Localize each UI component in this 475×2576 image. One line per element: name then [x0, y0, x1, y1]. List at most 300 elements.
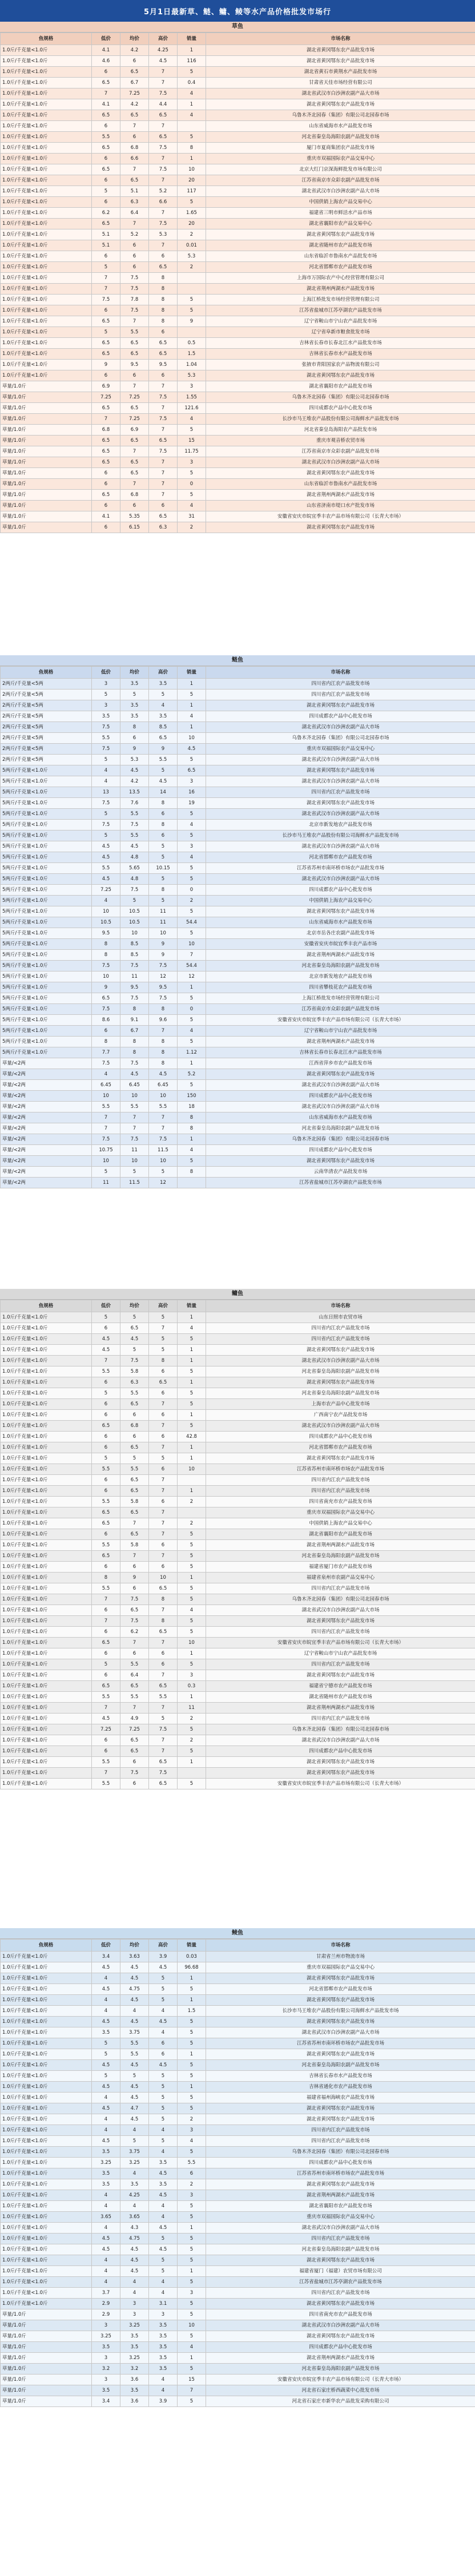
cell-avg: 7.5 [120, 1768, 149, 1779]
cell-spec: 1.0斤/千克量<1.0斤 [1, 1605, 92, 1616]
cell-low: 6.5 [92, 316, 120, 327]
cell-spec: 1.0斤/千克量<1.0斤 [1, 2147, 92, 2158]
table-row [1, 414, 475, 425]
cell-avg: 7 [120, 479, 149, 490]
cell-spec: 1.0斤/千克量<1.0斤 [1, 284, 92, 295]
cell-low: 5 [92, 1388, 120, 1399]
cell-volume: 5 [178, 2027, 206, 2038]
cell-market: 湖北省黄冈鄂东农产品批发市场 [206, 1768, 475, 1779]
cell-avg: 5.3 [120, 755, 149, 765]
cell-spec: 草量/1.0斤 [1, 392, 92, 403]
cell-avg: 5.5 [120, 327, 149, 338]
cell-volume: 7 [178, 2385, 206, 2396]
cell-market: 福建省泉州市农副产品交易中心 [206, 1573, 475, 1583]
cell-high: 7.5 [149, 961, 178, 971]
cell-avg: 10.5 [120, 906, 149, 917]
table-row [1, 917, 475, 928]
cell-low: 4.5 [92, 2060, 120, 2071]
cell-volume: 10 [178, 733, 206, 744]
table-row [1, 993, 475, 1004]
price-table [0, 33, 475, 533]
cell-high: 6.5 [149, 132, 178, 143]
cell-spec: 1.0斤/千克量<1.0斤 [1, 1388, 92, 1399]
cell-low: 6 [92, 1562, 120, 1573]
cell-spec: 1.0斤/千克量<1.0斤 [1, 360, 92, 370]
cell-avg: 5.5 [120, 1388, 149, 1399]
table-row [1, 78, 475, 88]
table-row [1, 971, 475, 982]
cell-spec: 5两斤/千克量<1.0斤 [1, 1015, 92, 1026]
cell-high: 11.5 [149, 1145, 178, 1156]
table-row [1, 501, 475, 511]
cell-low: 6 [92, 1648, 120, 1659]
cell-low: 2.9 [92, 2309, 120, 2320]
cell-high: 6 [149, 1410, 178, 1421]
cell-avg: 7.6 [120, 798, 149, 809]
cell-low: 6.9 [92, 381, 120, 392]
cell-volume: 0.01 [178, 240, 206, 251]
cell-low: 6.5 [92, 1638, 120, 1648]
cell-low: 5.5 [92, 863, 120, 874]
cell-high: 7 [149, 1670, 178, 1681]
cell-low: 5 [92, 2049, 120, 2060]
cell-low: 4.5 [92, 2234, 120, 2244]
cell-high: 7 [149, 403, 178, 414]
cell-avg: 3.5 [120, 700, 149, 711]
cell-low: 3 [92, 2353, 120, 2364]
cell-volume: 5 [178, 1388, 206, 1399]
cell-volume: 2 [178, 2179, 206, 2190]
cell-low: 10.75 [92, 1145, 120, 1156]
cell-spec: 5两斤/千克量<1.0斤 [1, 1026, 92, 1037]
cell-high: 6 [149, 370, 178, 381]
cell-market: 四川成都农产品中心批发市场 [206, 1432, 475, 1442]
cell-low: 7 [92, 88, 120, 99]
cell-volume: 5 [178, 906, 206, 917]
cell-market: 北京市新发地农产品批发市场 [206, 971, 475, 982]
cell-high: 7 [149, 1123, 178, 1134]
cell-avg: 10 [120, 1091, 149, 1102]
cell-low: 6.45 [92, 1080, 120, 1091]
table-header-row [1, 1940, 475, 1952]
cell-spec: 1.0斤/千克量<1.0斤 [1, 2060, 92, 2071]
cell-spec: 1.0斤/千克量<1.0斤 [1, 2082, 92, 2093]
cell-high: 5 [149, 2234, 178, 2244]
table-row [1, 197, 475, 208]
cell-high: 4 [149, 2147, 178, 2158]
cell-volume: 1 [178, 2082, 206, 2093]
cell-high: 7 [149, 1026, 178, 1037]
cell-avg: 6 [120, 501, 149, 511]
cell-low: 9.5 [92, 928, 120, 939]
cell-spec: 草量/<2两 [1, 1091, 92, 1102]
cell-avg: 5.5 [120, 1659, 149, 1670]
cell-low: 6 [92, 1605, 120, 1616]
cell-market: 河北省秦皇岛海阳农副产品批发市场 [206, 1388, 475, 1399]
cell-market: 湖北省黄冈鄂东农产品批发市场 [206, 1345, 475, 1356]
cell-high: 7 [149, 154, 178, 164]
cell-volume: 2 [178, 522, 206, 533]
cell-volume: 5 [178, 1366, 206, 1377]
cell-volume: 2 [178, 1518, 206, 1529]
cell-volume: 1 [178, 2223, 206, 2234]
table-row [1, 1973, 475, 1984]
cell-spec: 1.0斤/千克量<1.0斤 [1, 2093, 92, 2103]
cell-market: 福建省三明市鲜活水产品市场 [206, 208, 475, 219]
cell-spec: 5两斤/千克量<1.0斤 [1, 765, 92, 776]
table-row [1, 1692, 475, 1703]
cell-market: 江苏省南京市众彩农副产品批发市场 [206, 446, 475, 457]
cell-high: 4.5 [149, 2017, 178, 2027]
cell-high: 6 [149, 809, 178, 820]
cell-market: 湖北省武汉市白沙洲农副产品大市场 [206, 841, 475, 852]
cell-avg: 11 [120, 971, 149, 982]
cell-high: 7 [149, 1605, 178, 1616]
cell-avg: 11.5 [120, 1178, 149, 1188]
cell-high: 11 [149, 906, 178, 917]
cell-volume: 1.12 [178, 1047, 206, 1058]
table-row [1, 490, 475, 501]
cell-low: 6 [92, 501, 120, 511]
cell-volume: 0 [178, 1004, 206, 1015]
cell-low: 7 [92, 284, 120, 295]
cell-volume: 1 [178, 1453, 206, 1464]
cell-avg: 9.1 [120, 1015, 149, 1026]
cell-volume: 7 [178, 950, 206, 961]
cell-spec: 1.0斤/千克量<1.0斤 [1, 1410, 92, 1421]
table-row [1, 2385, 475, 2396]
cell-market: 四川成都农产品中心批发市场 [206, 1145, 475, 1156]
table-row [1, 1134, 475, 1145]
cell-avg: 5.5 [120, 1102, 149, 1112]
cell-volume: 4 [178, 820, 206, 831]
cell-avg: 6.5 [120, 175, 149, 186]
table-row [1, 2299, 475, 2309]
table-row [1, 2060, 475, 2071]
cell-low: 6.5 [92, 436, 120, 446]
table-row [1, 690, 475, 700]
section-title: 鳙鱼 [0, 1289, 475, 1300]
cell-avg: 6.5 [120, 468, 149, 479]
cell-spec: 1.0斤/千克量<1.0斤 [1, 2255, 92, 2266]
cell-volume: 5 [178, 2071, 206, 2082]
cell-volume: 5 [178, 468, 206, 479]
cell-market: 山东省威海市水产品批发市场 [206, 121, 475, 132]
cell-avg: 5 [120, 2071, 149, 2082]
cell-volume: 4 [178, 1323, 206, 1334]
cell-high: 5 [149, 2114, 178, 2125]
cell-spec: 草量/<2两 [1, 1102, 92, 1112]
cell-high: 5 [149, 2266, 178, 2277]
table-row [1, 143, 475, 154]
cell-market: 山东省临沂市鲁南水产品批发市场 [206, 251, 475, 262]
cell-spec: 1.0斤/千克量<1.0斤 [1, 1583, 92, 1594]
cell-market: 湖北省荆州两湖水产品批发市场 [206, 2190, 475, 2201]
cell-volume: 5 [178, 1015, 206, 1026]
table-row [1, 982, 475, 993]
cell-market: 吉林省长春市长春北江水产品批发市场 [206, 338, 475, 349]
cell-low: 6 [92, 154, 120, 164]
cell-market: 湖北省黄冈鄂东农产品批发市场 [206, 906, 475, 917]
table-row [1, 240, 475, 251]
table-row [1, 1497, 475, 1507]
report-title-bar [0, 0, 475, 22]
cell-spec: 5两斤/千克量<1.0斤 [1, 950, 92, 961]
cell-market: 北京市岳各庄农副产品批发市场 [206, 928, 475, 939]
cell-spec: 1.0斤/千克量<1.0斤 [1, 327, 92, 338]
cell-market: 湖北省襄阳市农产品批发市场 [206, 1529, 475, 1540]
table-row [1, 349, 475, 360]
cell-high: 6.5 [149, 511, 178, 522]
table-row [1, 2158, 475, 2168]
cell-avg: 4 [120, 2201, 149, 2212]
cell-volume: 5 [178, 863, 206, 874]
cell-low: 4.5 [92, 1714, 120, 1724]
cell-avg: 6 [120, 1432, 149, 1442]
cell-market: 吉林省通化市农产品批发市场 [206, 2082, 475, 2093]
cell-avg: 6 [120, 370, 149, 381]
cell-market: 湖北省荆州两湖水产品批发市场 [206, 1703, 475, 1714]
cell-market: 湖北省荆州两湖水产品批发市场 [206, 1540, 475, 1551]
cell-high: 4.5 [149, 2190, 178, 2201]
cell-market: 湖北省荆州两湖水产品批发市场 [206, 2353, 475, 2364]
cell-avg: 5.5 [120, 2038, 149, 2049]
table-row [1, 468, 475, 479]
cell-spec: 1.0斤/千克量<1.0斤 [1, 1735, 92, 1746]
cell-volume: 5 [178, 1421, 206, 1432]
cell-high: 7 [149, 1638, 178, 1648]
cell-low: 13 [92, 787, 120, 798]
cell-spec: 1.0斤/千克量<1.0斤 [1, 2017, 92, 2027]
cell-market: 上海市农产品中心批发市场 [206, 1399, 475, 1410]
cell-market: 河北省石家庄市新华农产品批发采购有限公司 [206, 2396, 475, 2407]
cell-spec: 草量/<2两 [1, 1145, 92, 1156]
cell-low: 4.1 [92, 45, 120, 56]
table-row [1, 755, 475, 765]
table-row [1, 2017, 475, 2027]
table-row [1, 1004, 475, 1015]
cell-high: 5 [149, 1995, 178, 2006]
cell-spec: 1.0斤/千克量<1.0斤 [1, 1486, 92, 1497]
cell-volume: 5 [178, 1540, 206, 1551]
cell-market: 湖北省黄石市黄荆水产品批发市场 [206, 67, 475, 78]
cell-market: 江西省萍乡市农产品批发市场 [206, 1058, 475, 1069]
cell-volume: 10 [178, 2320, 206, 2331]
cell-avg: 9.5 [120, 360, 149, 370]
cell-avg: 5.5 [120, 809, 149, 820]
cell-spec: 1.0斤/千克量<1.0斤 [1, 1540, 92, 1551]
cell-spec: 1.0斤/千克量<1.0斤 [1, 219, 92, 229]
cell-avg: 5 [120, 2136, 149, 2147]
cell-volume [178, 121, 206, 132]
cell-market: 河北省邯郸市农产品批发市场 [206, 852, 475, 863]
cell-volume: 5 [178, 690, 206, 700]
cell-high: 4 [149, 700, 178, 711]
cell-market: 四川省内江农产品批发市场 [206, 679, 475, 690]
cell-market: 广西南宁农产品批发市场 [206, 1410, 475, 1421]
cell-spec: 1.0斤/千克量<1.0斤 [1, 1984, 92, 1995]
cell-volume: 5 [178, 809, 206, 820]
cell-low: 7.25 [92, 885, 120, 896]
cell-market: 湖北省黄冈鄂东农产品批发市场 [206, 2299, 475, 2309]
cell-low: 7 [92, 414, 120, 425]
table-row [1, 2396, 475, 2407]
cell-low: 6.5 [92, 1507, 120, 1518]
cell-volume: 4 [178, 711, 206, 722]
cell-spec: 1.0斤/千克量<1.0斤 [1, 1594, 92, 1605]
cell-avg: 7.5 [120, 885, 149, 896]
cell-avg: 6.5 [120, 1605, 149, 1616]
cell-high: 5 [149, 1312, 178, 1323]
cell-volume: 5 [178, 2277, 206, 2288]
cell-low: 5.5 [92, 1497, 120, 1507]
table-row [1, 2006, 475, 2017]
cell-volume: 2 [178, 1497, 206, 1507]
table-row [1, 906, 475, 917]
table-row [1, 1724, 475, 1735]
cell-low: 3.5 [92, 2168, 120, 2179]
table-row [1, 1037, 475, 1047]
table-row [1, 370, 475, 381]
cell-high: 12 [149, 1178, 178, 1188]
cell-low: 5.5 [92, 1692, 120, 1703]
cell-market: 四川省内江农产品批发市场 [206, 690, 475, 700]
cell-market: 湖北省随州市农产品批发市场 [206, 240, 475, 251]
cell-market: 湖北省黄冈鄂东农产品批发市场 [206, 765, 475, 776]
cell-high: 5 [149, 841, 178, 852]
cell-market: 湖北省黄冈鄂东农产品批发市场 [206, 2255, 475, 2266]
cell-avg: 8 [120, 1037, 149, 1047]
cell-high: 5 [149, 2255, 178, 2266]
header-spec: 鱼规格 [1, 1940, 92, 1952]
cell-avg: 3.6 [120, 2375, 149, 2385]
cell-spec: 草量/1.0斤 [1, 381, 92, 392]
cell-high: 7 [149, 1551, 178, 1562]
cell-market: 安徽省安庆市皖宜季丰农产品市场有限公司（长青大市场） [206, 1638, 475, 1648]
cell-volume: 0.03 [178, 1952, 206, 1962]
table-row [1, 809, 475, 820]
cell-spec: 2两斤/千克量<5两 [1, 679, 92, 690]
cell-high: 5.2 [149, 186, 178, 197]
cell-market: 四川省内江农产品批发市场 [206, 1714, 475, 1724]
cell-spec: 1.0斤/千克量<1.0斤 [1, 1497, 92, 1507]
cell-low: 6.5 [92, 78, 120, 88]
cell-avg: 7 [120, 1518, 149, 1529]
cell-low: 6 [92, 1735, 120, 1746]
cell-low: 6 [92, 1323, 120, 1334]
cell-avg: 7.5 [120, 1356, 149, 1366]
table-row [1, 1779, 475, 1789]
cell-market: 湖北省黄冈鄂东农产品批发市场 [206, 1757, 475, 1768]
cell-market: 湖北省武汉市白沙洲农副产品大市场 [206, 776, 475, 787]
cell-volume: 5 [178, 874, 206, 885]
cell-market: 河北省秦皇岛海阳农副产品批发市场 [206, 1366, 475, 1377]
cell-low: 3.7 [92, 2288, 120, 2299]
cell-market: 四川省内江农产品批发市场 [206, 2136, 475, 2147]
cell-spec: 1.0斤/千克量<1.0斤 [1, 67, 92, 78]
cell-high: 4 [149, 2385, 178, 2396]
cell-avg: 7 [120, 1123, 149, 1134]
cell-avg: 6.5 [120, 1442, 149, 1453]
cell-market: 湖北省武汉市白沙洲农副产品大市场 [206, 1356, 475, 1366]
cell-volume: 1.04 [178, 360, 206, 370]
cell-market: 四川省南充市农产品批发市场 [206, 2309, 475, 2320]
cell-low: 4 [92, 1973, 120, 1984]
table-row [1, 2168, 475, 2179]
cell-avg: 6.5 [120, 349, 149, 360]
cell-high: 6 [149, 1648, 178, 1659]
cell-volume: 4 [178, 852, 206, 863]
cell-spec: 1.0斤/千克量<1.0斤 [1, 1399, 92, 1410]
cell-avg: 4.5 [120, 1962, 149, 1973]
header-market: 市场名称 [206, 667, 475, 679]
table-row [1, 208, 475, 219]
cell-volume: 2 [178, 1714, 206, 1724]
cell-market: 辽宁省鞍山市宁山农产品批发市场 [206, 1648, 475, 1659]
table-row [1, 1102, 475, 1112]
cell-high: 6.5 [149, 338, 178, 349]
cell-high: 8 [149, 1004, 178, 1015]
cell-volume: 5 [178, 2331, 206, 2342]
cell-market: 北京大红门京深海鲜批发市场有限公司 [206, 164, 475, 175]
cell-market: 湖北省黄冈鄂东农产品批发市场 [206, 700, 475, 711]
cell-low: 5 [92, 809, 120, 820]
cell-spec: 1.0斤/千克量<1.0斤 [1, 99, 92, 110]
table-row [1, 1573, 475, 1583]
cell-market: 四川成都农产品中心批发市场 [206, 1746, 475, 1757]
cell-market: 吉林省长春市水产品批发市场 [206, 349, 475, 360]
cell-avg: 6 [120, 1779, 149, 1789]
cell-avg: 6.5 [120, 1323, 149, 1334]
cell-spec: 1.0斤/千克量<1.0斤 [1, 1453, 92, 1464]
cell-avg: 6.7 [120, 1026, 149, 1037]
cell-high: 7 [149, 1421, 178, 1432]
cell-volume: 5 [178, 1156, 206, 1167]
cell-market: 湖北省黄冈鄂东农产品批发市场 [206, 45, 475, 56]
cell-market: 湖北省襄阳市农产品交易中心 [206, 219, 475, 229]
cell-low: 3.5 [92, 711, 120, 722]
cell-low: 4.6 [92, 56, 120, 67]
table-row [1, 2223, 475, 2234]
cell-high: 3.5 [149, 2320, 178, 2331]
cell-high: 7 [149, 490, 178, 501]
cell-high: 8 [149, 1037, 178, 1047]
cell-spec: 1.0斤/千克量<1.0斤 [1, 1670, 92, 1681]
cell-avg: 8.5 [120, 950, 149, 961]
cell-avg: 4.75 [120, 2234, 149, 2244]
cell-volume: 4 [178, 414, 206, 425]
cell-spec: 1.0斤/千克量<1.0斤 [1, 1323, 92, 1334]
cell-avg: 7.25 [120, 88, 149, 99]
table-row [1, 1334, 475, 1345]
cell-avg: 7.5 [120, 273, 149, 284]
cell-spec: 1.0斤/千克量<1.0斤 [1, 132, 92, 143]
cell-high: 8 [149, 284, 178, 295]
cell-market: 吉林省长春市水产品批发市场 [206, 2071, 475, 2082]
cell-high: 6 [149, 1432, 178, 1442]
cell-market: 江苏省盐城市江苏亭湖农产品批发市场 [206, 2277, 475, 2288]
cell-volume: 5.2 [178, 1069, 206, 1080]
cell-low: 6 [92, 1399, 120, 1410]
cell-market: 长沙市马王堆农产品股份有限公司海鲜水产品批发市场 [206, 2006, 475, 2017]
cell-spec: 草量/1.0斤 [1, 2375, 92, 2385]
cell-volume: 5.3 [178, 370, 206, 381]
cell-avg: 6.5 [120, 403, 149, 414]
cell-spec: 草量/1.0斤 [1, 457, 92, 468]
cell-volume: 1 [178, 1058, 206, 1069]
cell-spec: 5两斤/千克量<1.0斤 [1, 982, 92, 993]
cell-high: 7 [149, 1486, 178, 1497]
